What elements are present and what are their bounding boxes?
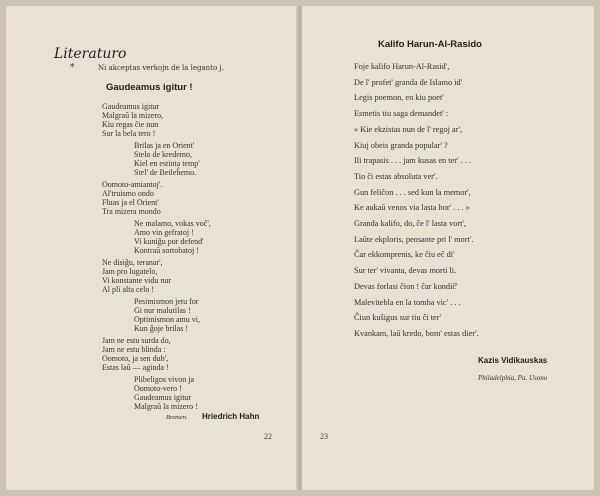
poem-line: Vi konstante vidu nur <box>102 276 172 285</box>
poem-line: Jam pro lugatelo, <box>102 267 158 276</box>
right-page <box>302 6 594 490</box>
left-page <box>6 6 298 490</box>
poem-line: Laŭte ekploris, pensante pri l' mort'. <box>354 234 474 244</box>
poem-line: Ke aukaŭ venos via lasta hor' . . . » <box>354 203 470 213</box>
poem-line: Sur ter' vivanta, devas morti li. <box>354 266 457 276</box>
poem-line: Pesimismon jetu for <box>134 297 199 306</box>
poem-line: Kiel en estinta temp' <box>134 159 200 168</box>
section-title: Literaturo <box>54 46 127 62</box>
poem-line: Jam ne estu blinda : <box>102 345 166 354</box>
poem-line: Kvankam, laŭ kredo, bom' estas dier'. <box>354 328 479 338</box>
poem-line: Kontraŭ sortobatoj ! <box>134 246 199 255</box>
signature-name-right: Kazis Vidikauskas <box>478 356 548 365</box>
poem-line: Tra mizera mondo <box>102 207 161 216</box>
poem-line: Stelo de kredemo, <box>134 150 192 159</box>
poem-line: Fluas ja el Orient' <box>102 198 159 207</box>
page-number-right: 23 <box>320 432 328 441</box>
poem-line: Ĉar ekkomprenis, ke ĉiu eĉ di' <box>354 250 455 260</box>
poem-line: Tio ĉi estas absoluta ver'. <box>354 171 438 181</box>
poem-line: Ili trapasis . . . jam kusas en ter' . . . <box>354 156 471 166</box>
signature-city-left: Bremen. <box>166 414 188 421</box>
poem-line: Devas forlasi ĉion ! ĉar kondiĉ' <box>354 281 458 291</box>
poem-line: Malevitebla en la tomba vic' . . . <box>354 297 461 307</box>
poem-line: Amo vin gefratoj ! <box>134 228 194 237</box>
poem-line: Oomoto-vero ! <box>134 384 182 393</box>
poem-line: Gaudeamus igitur <box>134 393 192 402</box>
section-mark: * <box>70 63 75 73</box>
poem-line: Kun ĝoje brilas ! <box>134 324 188 333</box>
poem-line: Granda kalifo, do, ĉe l' lasta vort', <box>354 219 466 228</box>
poem-line: Gi nur malutilas ! <box>134 306 191 315</box>
poem-line: Foje kalifo Harun-Al-Rasid', <box>354 62 450 71</box>
poem-line: Ne malamo, vokas voĉ', <box>134 219 211 228</box>
poem-line: Malgraŭ la mizero ! <box>134 402 198 411</box>
poem-line: Brilas ja en Orient' <box>134 141 195 150</box>
poem-line: Gaudeamus igitur <box>102 102 160 111</box>
poem-line: Ne disiĝu, teranar', <box>102 258 163 267</box>
poem-line: Plibeligos vivon ja <box>134 375 194 384</box>
page-number-left: 22 <box>264 432 272 441</box>
poem-title-right: Kalifo Harun-Al-Rasido <box>378 39 482 50</box>
poem-line: « Kie ekzistas nun de l' regoj ar', <box>354 124 463 134</box>
poem-line: Kiu regas ĉie nun <box>102 120 159 129</box>
section-subtitle: Ni akceptas verkojn de la leganto j. <box>98 64 224 72</box>
poem-line: Sur la bela tero ! <box>102 129 156 138</box>
poem-line: De l' profet' granda de Islamo id' <box>354 77 463 87</box>
signature-city-right: Philadelphia, Pa. Usono <box>478 374 548 382</box>
poem-line: Al pli alta celo ! <box>102 285 154 294</box>
poem-line: Optimismon amu vi, <box>134 315 200 324</box>
poem-line: Malgraŭ la mizero, <box>102 111 164 120</box>
poem-line: Stel' de Betleĥemo. <box>134 168 197 177</box>
poem-line: Kiuj obeis granda popular' ? <box>354 140 448 150</box>
poem-line: Gun feliĉon . . . sed kun la memor', <box>354 187 471 197</box>
poem-title-left: Gaudeamus igitur ! <box>106 82 193 93</box>
poem-line: Estas laŭ — aginda ! <box>102 363 169 372</box>
poem-line: Legis poemon, en kiu poet' <box>354 93 444 103</box>
poem-line: Oomoto-amiantoj'. <box>102 180 163 189</box>
poem-line: Esmetis tiu saga demandet' : <box>354 109 449 119</box>
poem-line: Jam ne estu surda do, <box>102 336 171 345</box>
poem-line: Vi kuniĝu por defend' <box>134 237 204 246</box>
signature-name-left: Hriedrich Hahn <box>202 412 260 421</box>
poem-line: Oomoto, ja sen dub', <box>102 354 169 363</box>
poem-line: Al'truismo ondo <box>102 189 154 198</box>
poem-line: Ĉiun kuŝigus sur tiu ĉi ter' <box>354 313 441 323</box>
